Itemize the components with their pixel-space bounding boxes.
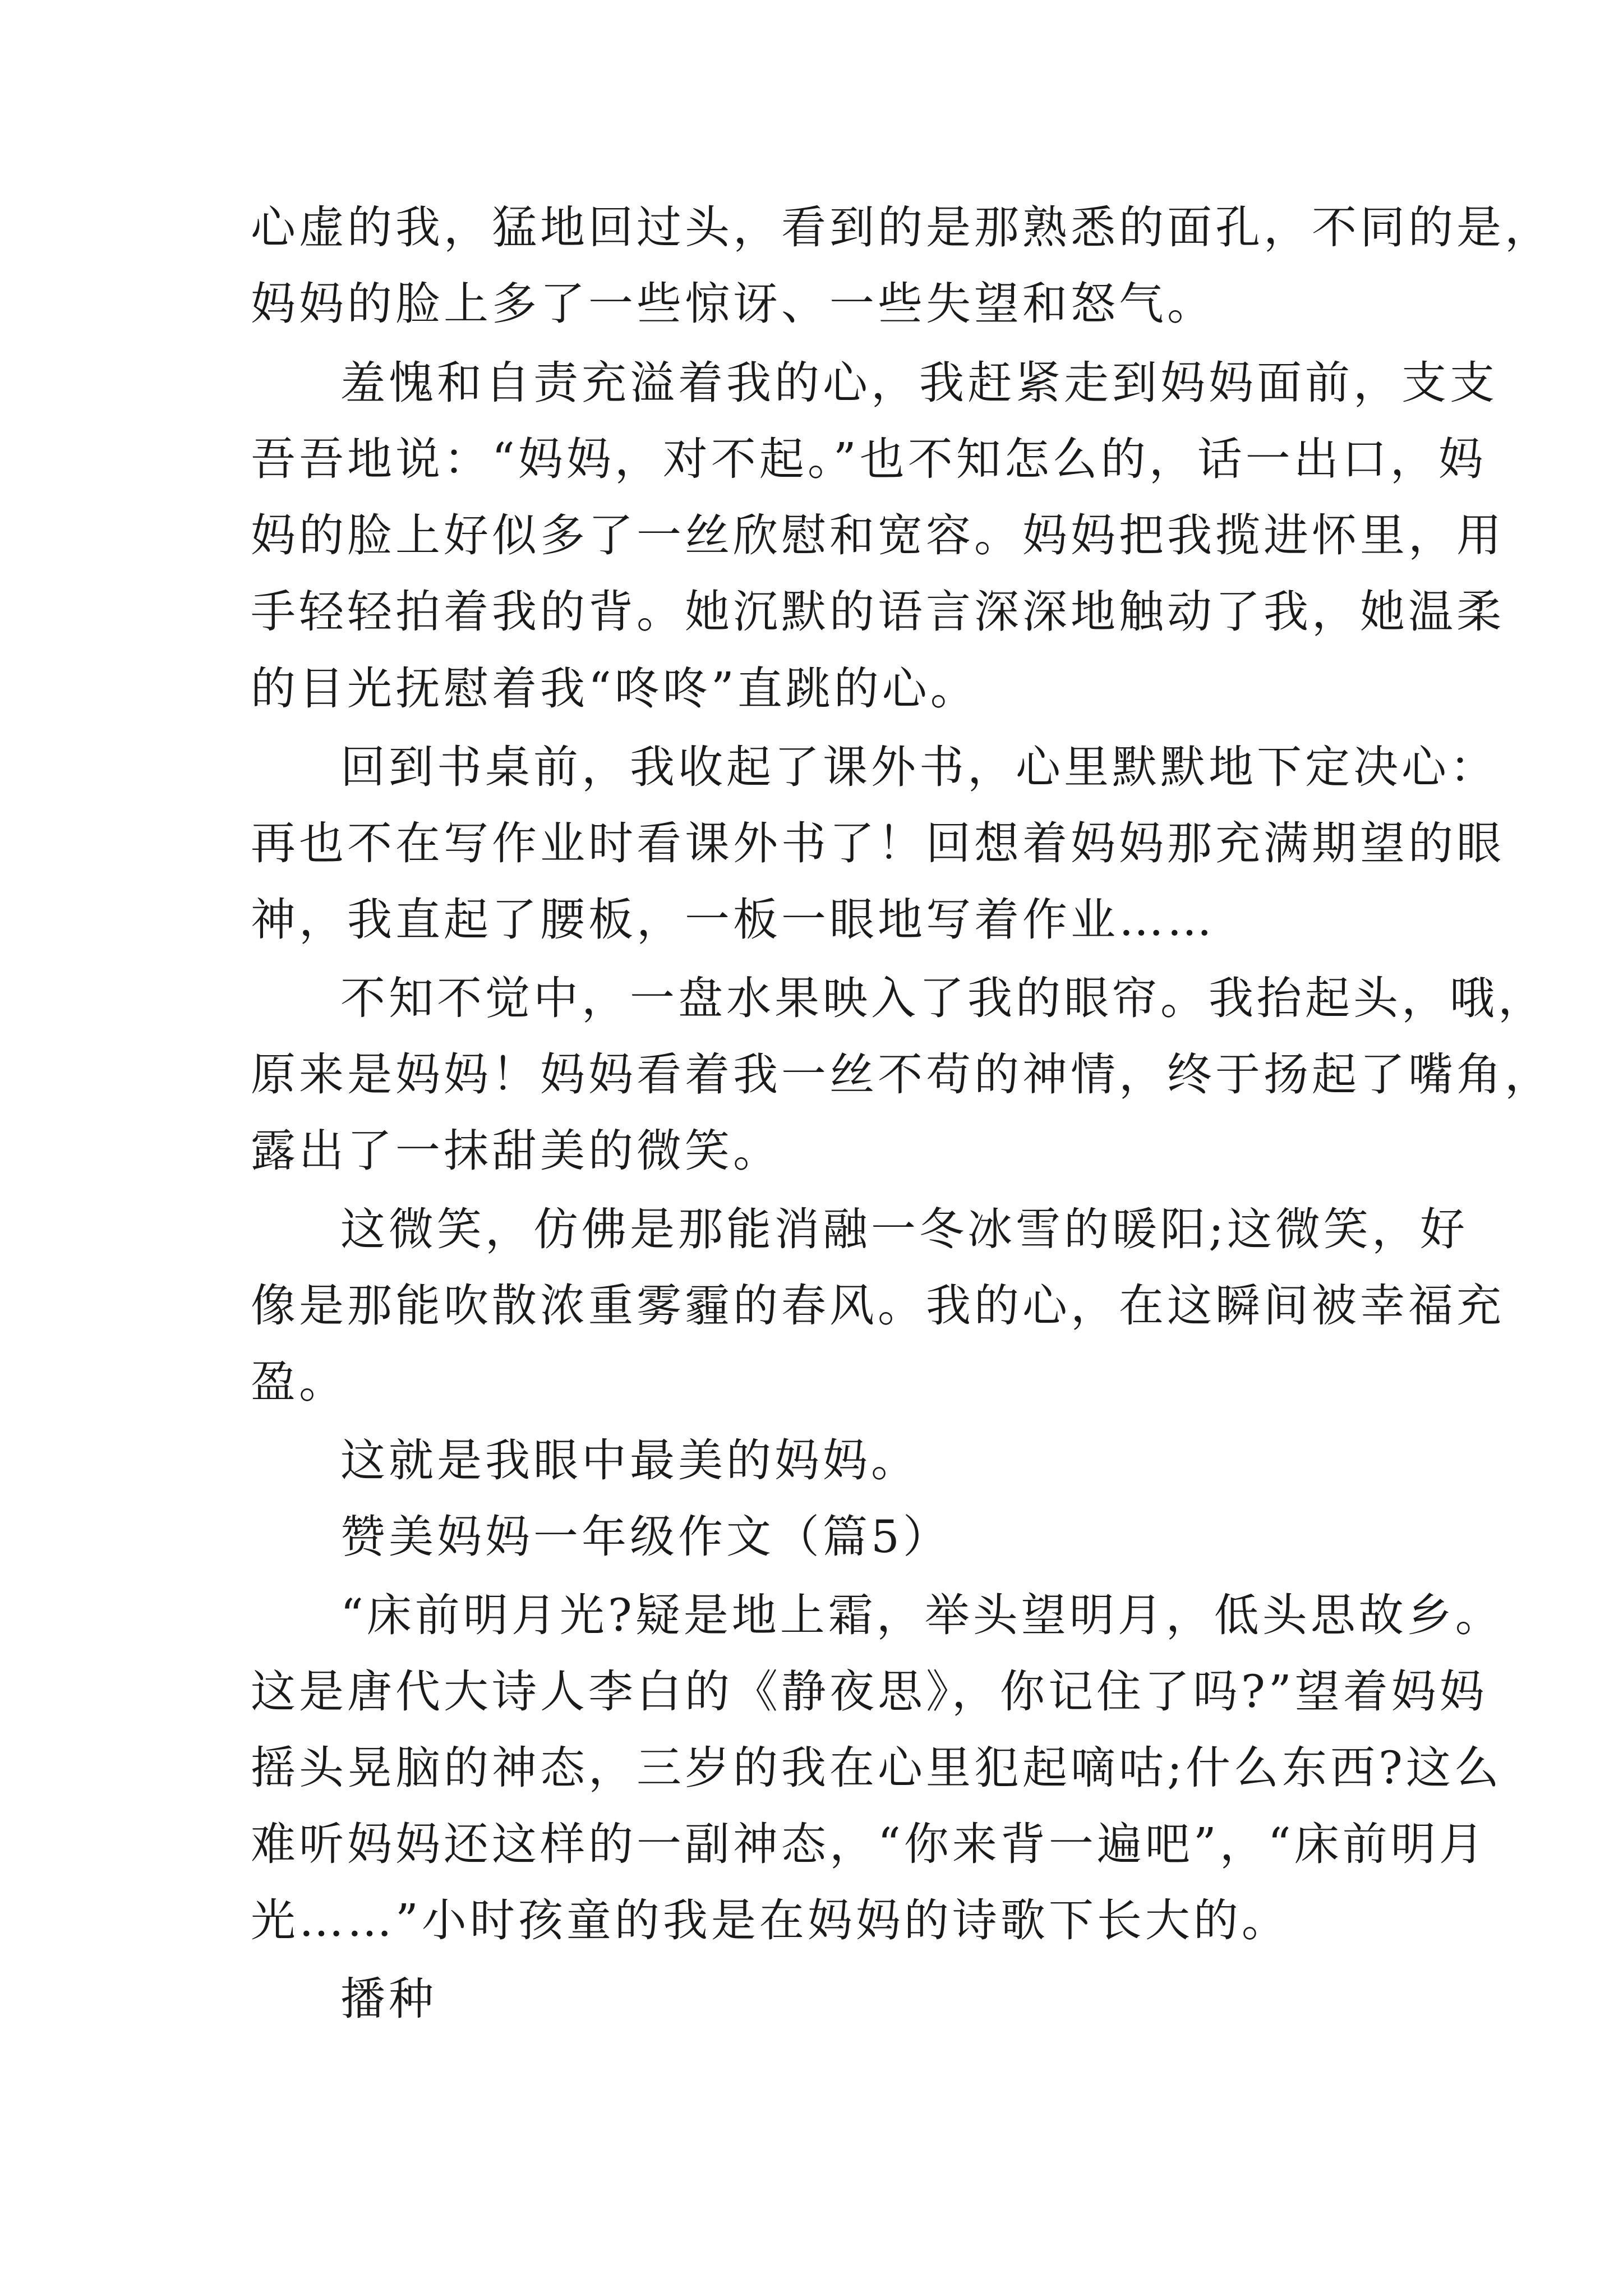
text-line: 的目光抚慰着我“咚咚”直跳的心。 [251,662,979,715]
paragraph-start-line: 回到书桌前，我收起了课外书，心里默默地下定决心： [340,741,1498,793]
section-heading: 赞美妈妈一年级作文（篇5） [340,1511,951,1563]
text-line: 妈妈的脸上多了一些惊讶、一些失望和怒气。 [251,278,1215,330]
paragraph-start-line: 这微笑，仿佛是那能消融一冬冰雪的暖阳;这微笑，好 [340,1203,1468,1255]
text-line: 像是那能吹散浓重雾霾的春风。我的心，在这瞬间被幸福充 [251,1280,1505,1332]
paragraph-start-line: 羞愧和自责充溢着我的心，我赶紧走到妈妈面前，支支 [340,357,1498,409]
text-line: 摇头晃脑的神态，三岁的我在心里犯起嘀咕;什么东西?这么 [251,1742,1502,1794]
text-line: 神，我直起了腰板，一板一眼地写着作业…… [251,894,1215,946]
text-line: 吾吾地说：“妈妈，对不起。”也不知怎么的，话一出口，妈 [251,433,1487,485]
text-line: 这是唐代大诗人李白的《静夜思》，你记住了吗?”望着妈妈 [251,1665,1488,1718]
text-line: 光……”小时孩童的我是在妈妈的诗歌下长大的。 [251,1894,1290,1947]
paragraph-start-line: 这就是我眼中最美的妈妈。 [340,1434,919,1487]
text-line: 盈。 [251,1356,347,1408]
paragraph-start-line: 不知不觉中，一盘水果映入了我的眼帘。我抬起头，哦， [340,972,1546,1024]
text-line: 难听妈妈还这样的一副神态，“你来背一遍吧”，“床前明月 [251,1818,1487,1870]
text-line: 露出了一抹甜美的微笑。 [251,1125,781,1177]
text-line: 手轻轻拍着我的背。她沉默的语言深深地触动了我，她温柔 [251,586,1505,638]
text-line: 原来是妈妈！妈妈看着我一丝不苟的神情，终于扬起了嘴角， [251,1048,1553,1101]
text-line: 妈的脸上好似多了一丝欣慰和宽容。妈妈把我揽进怀里，用 [251,509,1505,562]
paragraph-start-line: 播种 [340,1973,437,2025]
text-line: 再也不在写作业时看课外书了！回想着妈妈那充满期望的眼 [251,817,1505,869]
paragraph-start-line: “床前明月光?疑是地上霜，举头望明月，低头思故乡。 [340,1589,1504,1641]
text-line: 心虚的我，猛地回过头，看到的是那熟悉的面孔，不同的是， [251,201,1553,254]
